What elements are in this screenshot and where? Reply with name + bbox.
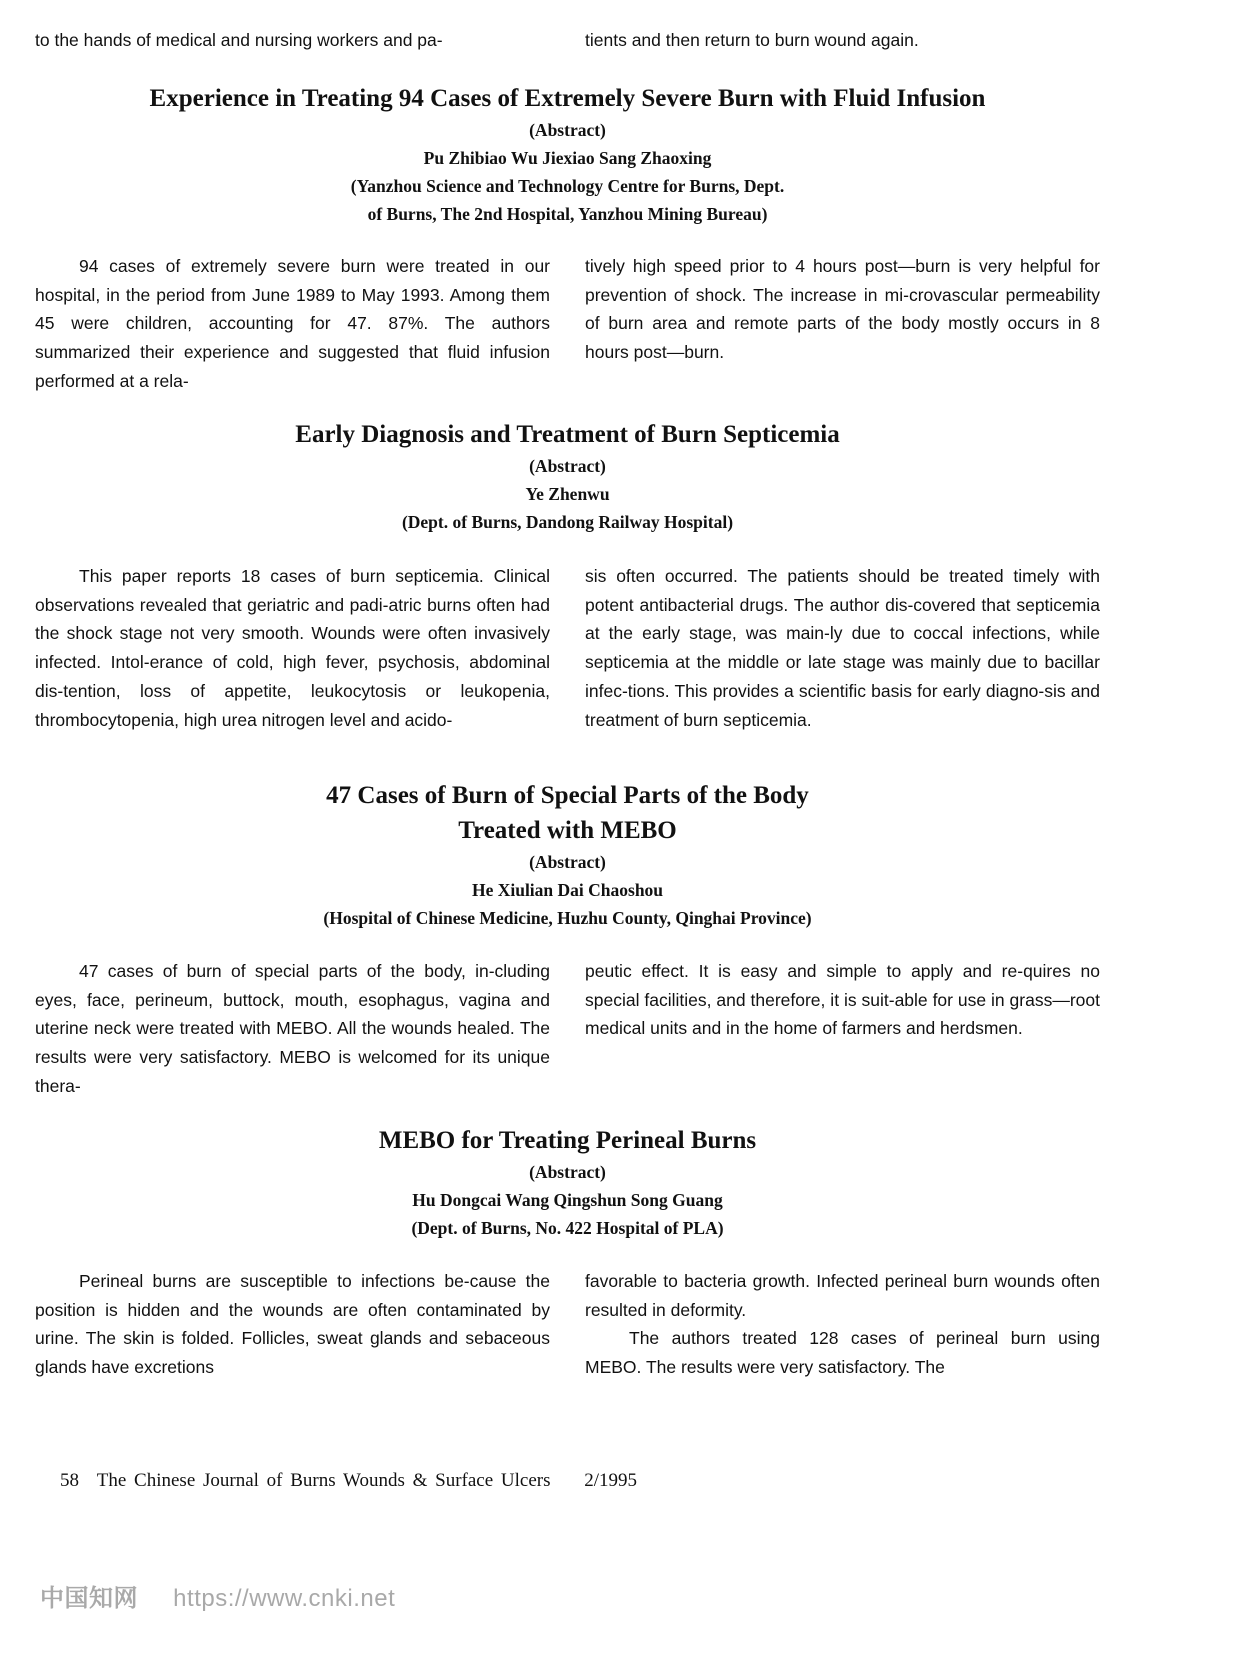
right-column xyxy=(585,1267,1100,1382)
article-title: Early Diagnosis and Treatment of Burn Septicemia xyxy=(295,421,840,448)
right-column xyxy=(585,562,1100,734)
abstract-label: (Abstract) xyxy=(529,456,606,476)
article-3-body xyxy=(35,957,1100,1101)
right-column xyxy=(585,957,1100,1101)
paragraph: peutic effect. It is easy and simple to apply and re-quires no special facilities, and therefore, it is suit-able for use in grass—root medical units and in the home of farmers and herdsmen. xyxy=(585,961,1100,1039)
article-affiliation: (Yanzhou Science and Technology Centre for Burns, Dept. xyxy=(350,176,785,196)
abstract-label: (Abstract) xyxy=(529,852,606,872)
article-authors: Hu Dongcai Wang Qingshun Song Guang xyxy=(412,1190,723,1210)
paragraph: The authors treated 128 cases of perineal burn using MEBO. The results were very satisfactory. The xyxy=(585,1328,1100,1378)
journal-issue: 2/1995 xyxy=(584,1470,638,1491)
left-column xyxy=(35,1267,550,1382)
article-title: Experience in Treating 94 Cases of Extremely Severe Burn with Fluid Infusion xyxy=(149,85,986,112)
article-1-header xyxy=(35,81,1100,228)
article-2-header xyxy=(35,417,1100,536)
article-4-header xyxy=(35,1123,1100,1242)
article-1-body xyxy=(35,252,1100,396)
paragraph: 94 cases of extremely severe burn were treated in our hospital, in the period from June 1989 to May 1993. Among them 45 were children, accounting for 47. 87%. The authors summarized their experience and suggested that fluid infusion performed at a rela- xyxy=(35,256,550,391)
watermark-brand: 中国知网 xyxy=(40,1585,138,1612)
paragraph: 47 cases of burn of special parts of the body, in-cluding eyes, face, perineum, buttock, mouth, esophagus, vagina and uterine neck were treated with MEBO. All the wounds healed. The results were very satisfactory. MEBO is welcomed for its unique thera- xyxy=(35,961,550,1096)
article-title: MEBO for Treating Perineal Burns xyxy=(378,1127,757,1154)
top-fragment xyxy=(35,26,1100,55)
page-footer xyxy=(60,1470,637,1492)
journal-name: The Chinese Journal of Burns Wounds & Surface Ulcers xyxy=(96,1470,551,1491)
page-number: 58 xyxy=(60,1470,79,1491)
paragraph: sis often occurred. The patients should be treated timely with potent antibacterial drugs. The author dis-covered that septicemia at the early stage, was main-ly due to coccal infections, while septicemia at the middle or late stage was mainly due to bacillar infec-tions. This provides a scientific basis for early diagno-sis and treatment of burn septicemia. xyxy=(585,566,1100,730)
article-affiliation: (Hospital of Chinese Medicine, Huzhu County, Qinghai Province) xyxy=(323,908,812,928)
cnki-watermark xyxy=(40,1578,395,1613)
paragraph: tively high speed prior to 4 hours post—burn is very helpful for prevention of shock. The increase in mi-crovascular permeability of burn area and remote parts of the body mostly occurs in 8 hours post—burn. xyxy=(585,256,1100,363)
article-3-header xyxy=(35,778,1100,932)
paragraph: This paper reports 18 cases of burn septicemia. Clinical observations revealed that geriatric and padi-atric burns often had the shock stage not very smooth. Wounds were often invasively infected. Intol-erance of cold, high fever, psychosis, abdominal dis-tention, loss of appetite, leukocytosis or leukopenia, thrombocytopenia, high urea nitrogen level and acido- xyxy=(35,566,550,730)
article-affiliation: of Burns, The 2nd Hospital, Yanzhou Mining Bureau) xyxy=(367,204,768,224)
left-column xyxy=(35,957,550,1101)
watermark-url: https://www.cnki.net xyxy=(173,1585,396,1612)
article-authors: Ye Zhenwu xyxy=(525,484,610,504)
article-title: Treated with MEBO xyxy=(458,817,677,844)
article-affiliation: (Dept. of Burns, Dandong Railway Hospital) xyxy=(401,512,734,532)
left-column xyxy=(35,562,550,734)
left-column xyxy=(35,252,550,396)
abstract-label: (Abstract) xyxy=(529,120,606,140)
right-column xyxy=(585,252,1100,396)
article-title: 47 Cases of Burn of Special Parts of the Body xyxy=(326,782,809,809)
article-2-body xyxy=(35,562,1100,734)
paragraph: favorable to bacteria growth. Infected perineal burn wounds often resulted in deformity. xyxy=(585,1271,1100,1320)
paragraph: Perineal burns are susceptible to infections be-cause the position is hidden and the wounds are often contaminated by urine. The skin is folded. Follicles, sweat glands and sebaceous glands have excretions xyxy=(35,1271,550,1378)
article-authors: Pu Zhibiao Wu Jiexiao Sang Zhaoxing xyxy=(423,148,712,168)
article-affiliation: (Dept. of Burns, No. 422 Hospital of PLA) xyxy=(411,1218,724,1238)
abstract-label: (Abstract) xyxy=(529,1162,606,1182)
article-authors: He Xiulian Dai Chaoshou xyxy=(471,880,664,900)
article-4-body xyxy=(35,1267,1100,1382)
top-fragment-left: to the hands of medical and nursing workers and pa- xyxy=(35,30,443,50)
top-fragment-right: tients and then return to burn wound again. xyxy=(585,30,919,50)
